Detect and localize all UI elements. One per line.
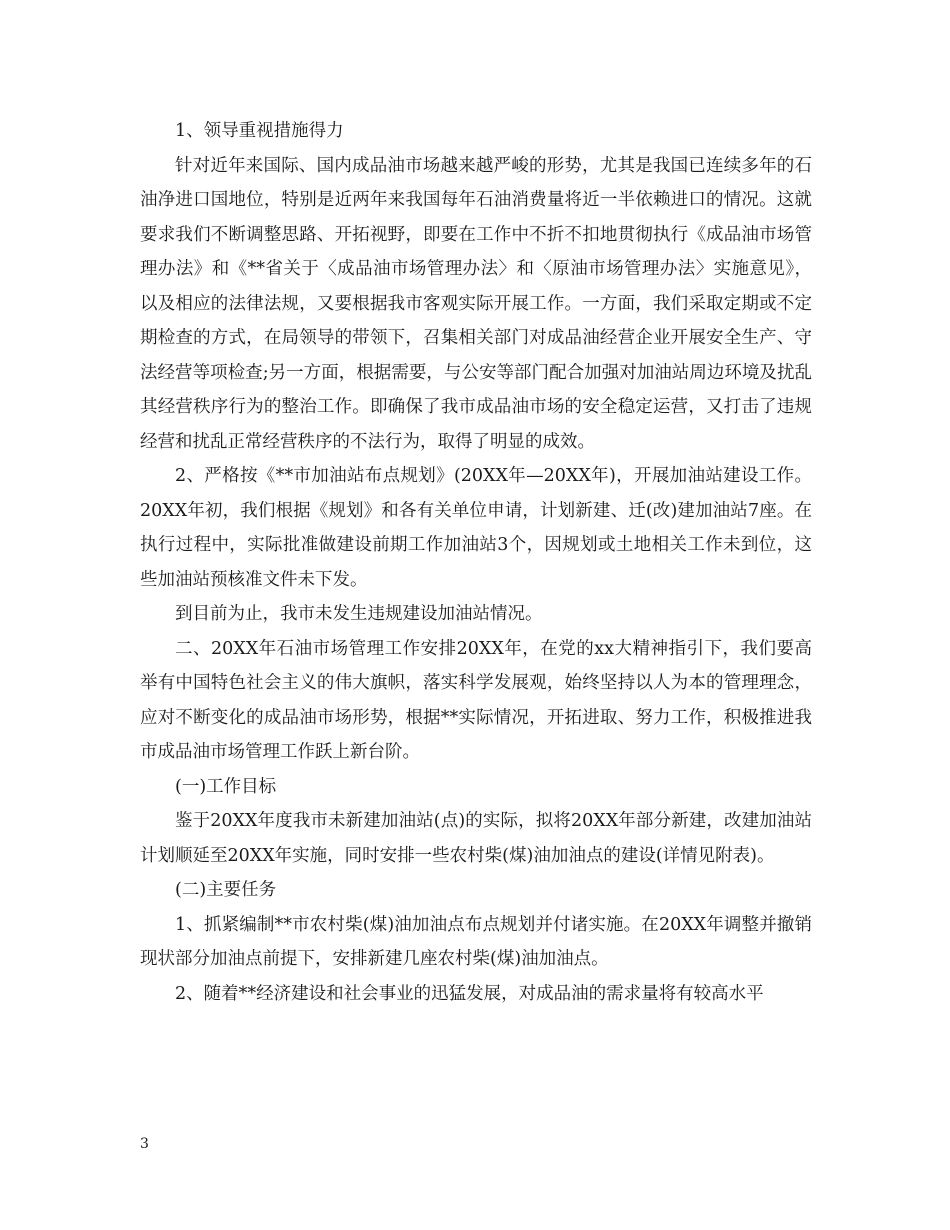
paragraph-task-two: 2、随着**经济建设和社会事业的迅猛发展，对成品油的需求量将有较高水平 [175, 983, 764, 1004]
paragraph-market-situation: 针对近年来国际、国内成品油市场越来越严峻的形势，尤其是我国已连续多年的石油净进口国地位，特别是近两年来我国每年石油消费量将近一半依赖进口的情况。这就要求我们不断调整思路、开拓视野，即要在工作中不折不扣地贯彻执行《成品油市场管理办法》和《**省关于〈成品油市场管理办法〉和〈原油市场管理办法〉实施意见》，以及相应的法律法规，又要根据我市客观实际开展工作。一方面，我们采取定期或不定期检查的方式，在局领导的带领下，召集相关部门对成品油经营企业开展安全生产、守法经营等项检查;另一方面，根据需要，与公安等部门配合加强对加油站周边环境及扰乱其经营秩序行为的整治工作。即确保了我市成品油市场的安全稳定运营，又打击了违规经营和扰乱正常经营秩序的不法行为，取得了明显的成效。 [140, 155, 812, 452]
paragraph-station-planning: 2、严格按《**市加油站布点规划》(20XX年—20XX年)，开展加油站建设工作。20XX年初，我们根据《规划》和各有关单位申请，计划新建、迁(改)建加油站7座。在执行过程中，实际批准做建设前期工作加油站3个，因规划或土地相关工作未到位，这些加油站预核准文件未下发。 [140, 466, 812, 590]
section-heading-main-tasks: (二)主要任务 [175, 880, 277, 900]
page-number: 3 [140, 1136, 149, 1152]
section-heading-leadership: 1、领导重视措施得力 [175, 121, 344, 141]
paragraph-task-one: 1、抓紧编制**市农村柴(煤)油加油点布点规划并付诸实施。在20XX年调整并撤销现状部分加油点前提下，安排新建几座农村柴(煤)油加油点。 [140, 914, 812, 969]
document-body [140, 114, 812, 1011]
section-heading-work-goals: (一)工作目标 [175, 776, 277, 797]
paragraph-work-arrangement: 二、20XX年石油市场管理工作安排20XX年，在党的xx大精神指引下，我们要高举有中国特色社会主义的伟大旗帜，落实科学发展观，始终坚持以人为本的管理理念，应对不断变化的成品油市场形势，根据**实际情况，开拓进取、努力工作，积极推进我市成品油市场管理工作跃上新台阶。 [140, 638, 812, 762]
paragraph-no-violations: 到目前为止，我市未发生违规建设加油站情况。 [175, 604, 543, 624]
paragraph-work-goals: 鉴于20XX年度我市未新建加油站(点)的实际，拟将20XX年部分新建，改建加油站计划顺延至20XX年实施，同时安排一些农村柴(煤)油加油点的建设(详情见附表)。 [140, 811, 812, 866]
